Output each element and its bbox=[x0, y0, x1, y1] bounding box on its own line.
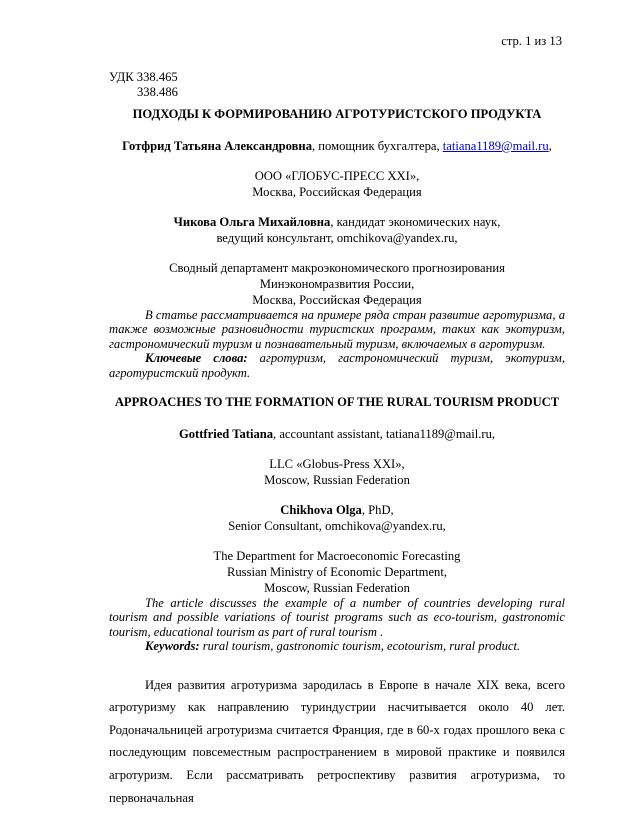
udc-code-2: 338.486 bbox=[137, 85, 178, 99]
org-2-ru-line2: Минэкономразвития России, bbox=[259, 277, 415, 291]
udc-block bbox=[109, 70, 178, 100]
abstract-ru: В статье рассматривается на примере ряда стран развитие агротуризма, а также возможные разновидности туристских программ, таких как экотуризм, гастрономический туризм и познавательный туризм, включаемых в агротуризм. bbox=[109, 308, 565, 351]
author-1-rest-en: , accountant assistant, tatiana1189@mail.ru, bbox=[273, 427, 496, 442]
author-1-ru bbox=[109, 138, 565, 154]
article-content bbox=[109, 106, 565, 809]
keywords-en bbox=[109, 639, 565, 653]
article-title-en: APPROACHES TO THE FORMATION OF THE RURAL TOURISM PRODUCT bbox=[114, 395, 560, 410]
author-1-tail-ru: , bbox=[548, 139, 552, 153]
abstract-en: The article discusses the example of a number of countries developing rural tourism and possible variations of tourist programs such as eco-tourism, gastronomic tourism, educational tourism as part of rural tourism . bbox=[109, 596, 565, 639]
org-2-ru-line3: Москва, Российская Федерация bbox=[252, 293, 422, 307]
author-1-role-ru: , помощник бухгалтера, bbox=[312, 139, 443, 153]
keywords-list-ru: агротуризм, гастрономический туризм, экотуризм, агротуристский продукт. bbox=[109, 351, 565, 380]
author-2-line2-ru: ведущий консультант, omchikova@yandex.ru, bbox=[216, 231, 458, 245]
author-1-name-en: Gottfried Tatiana bbox=[178, 427, 274, 442]
article-title-ru: ПОДХОДЫ К ФОРМИРОВАНИЮ АГРОТУРИСТСКОГО ПРОДУКТА bbox=[132, 107, 542, 121]
org-1-ru-line2: Москва, Российская Федерация bbox=[252, 185, 422, 199]
keywords-label-ru: Ключевые слова: bbox=[145, 351, 248, 366]
org-2-en bbox=[109, 548, 565, 596]
author-2-en bbox=[109, 502, 565, 534]
author-1-email-link[interactable]: tatiana1189@mail.ru bbox=[442, 139, 549, 153]
org-2-en-line3: Moscow, Russian Federation bbox=[264, 581, 410, 596]
org-2-en-line1: The Department for Macroeconomic Forecasting bbox=[213, 549, 461, 564]
org-1-en bbox=[109, 456, 565, 488]
author-1-name-ru: Готфрид Татьяна Александровна bbox=[122, 139, 312, 153]
author-2-line2-en: Senior Consultant, omchikova@yandex.ru, bbox=[228, 519, 446, 534]
author-2-ru bbox=[109, 214, 565, 246]
org-1-ru bbox=[109, 168, 565, 200]
org-2-ru bbox=[109, 260, 565, 308]
author-2-name-ru: Чикова Ольга Михайловна bbox=[173, 215, 331, 229]
org-1-en-line1: LLC «Globus-Press XXI», bbox=[269, 457, 405, 472]
body-paragraph-1: Идея развития агротуризма зародилась в Европе в начале XIX века, всего агротуризму как направлению туриндустрии насчитывается около 40 лет. Родоначальницей агротуризма считается Франция, где в 60-х годах прошлого века с последующим повсеместным распространением в мировой практике и появился агротуризм. Если рассматривать ретроспективу развития агротуризма, то первоначальная bbox=[109, 677, 565, 805]
org-2-ru-line1: Сводный департамент макроэкономического прогнозирования bbox=[169, 261, 505, 275]
org-1-ru-line1: ООО «ГЛОБУС-ПРЕСС XXI», bbox=[254, 169, 420, 183]
keywords-label-en: Keywords: bbox=[145, 639, 200, 654]
keywords-ru bbox=[109, 351, 565, 380]
org-1-en-line2: Moscow, Russian Federation bbox=[264, 473, 410, 488]
author-2-rest-en: , PhD, bbox=[361, 503, 394, 518]
author-2-role-ru: , кандидат экономических наук, bbox=[330, 215, 501, 229]
page-number: стр. 1 из 13 bbox=[501, 34, 562, 48]
keywords-list-en: rural tourism, gastronomic tourism, ecotourism, rural product. bbox=[199, 639, 521, 654]
org-2-en-line2: Russian Ministry of Economic Department, bbox=[226, 565, 447, 580]
author-1-en bbox=[109, 426, 565, 442]
author-2-name-en: Chikhova Olga bbox=[280, 503, 362, 518]
udc-code-1: УДК 338.465 bbox=[109, 70, 178, 84]
